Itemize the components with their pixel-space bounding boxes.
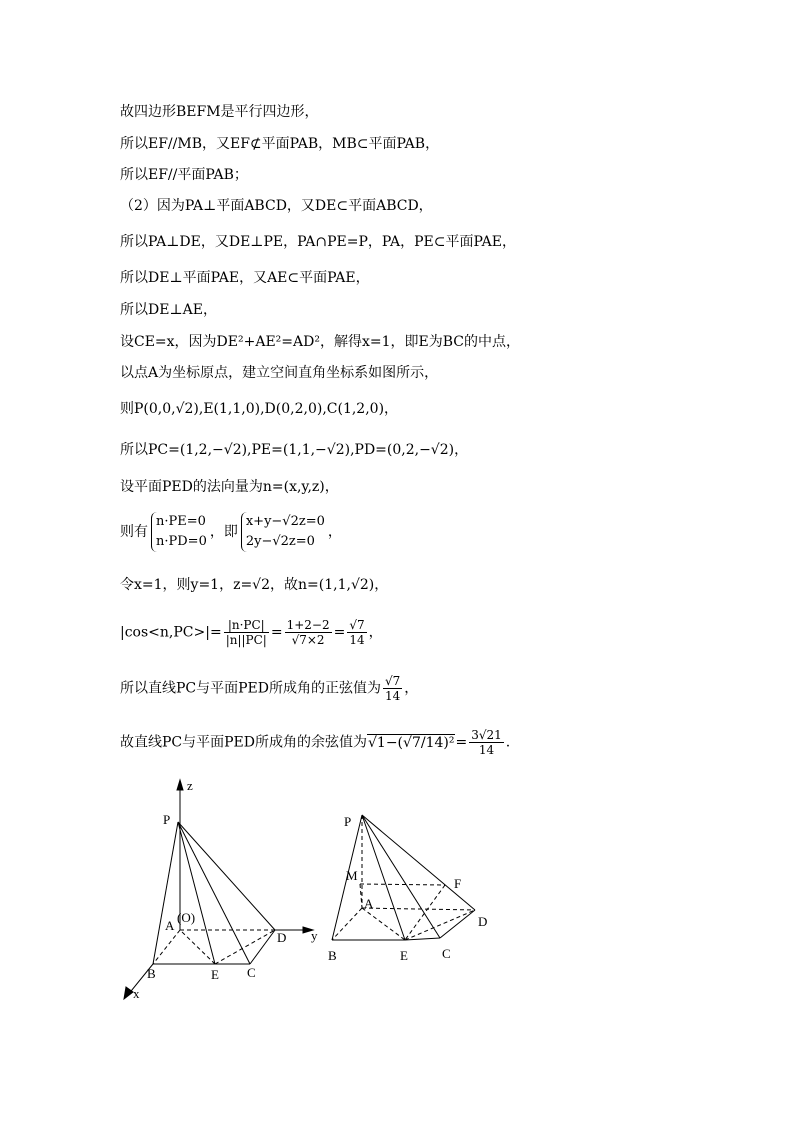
- text-line-3: 所以EF//平面PAB；: [120, 167, 248, 183]
- fraction-2: [285, 618, 332, 647]
- label-C: C: [247, 965, 256, 980]
- fraction-3-numerator: √7: [349, 618, 365, 632]
- label-B: B: [147, 966, 156, 981]
- figure-pyramid-MF: [320, 800, 510, 970]
- cosine-numerator: 3√21: [471, 728, 502, 742]
- cosine-fraction: [469, 728, 504, 757]
- x-axis-arrow: [124, 987, 133, 999]
- fraction-3-denominator: 14: [349, 633, 365, 647]
- fraction-3: [347, 618, 366, 647]
- cosine-trail: .: [505, 734, 511, 751]
- text-line-15: [120, 618, 383, 647]
- equals-2: =: [333, 624, 346, 641]
- system-2-row-2: 2y−√2z=0: [245, 534, 315, 549]
- sine-denominator: 14: [385, 689, 401, 703]
- label-x: x: [133, 986, 140, 1001]
- sine-fraction: [383, 674, 402, 703]
- text-line-6: 所以DE⊥平面PAE，又AE⊂平面PAE，: [120, 270, 370, 286]
- equals-1: =: [270, 624, 283, 641]
- edge-AE: [362, 908, 405, 940]
- label-B: B: [328, 948, 337, 963]
- text-line-9: 以点A为坐标原点，建立空间直角坐标系如图所示，: [120, 365, 439, 381]
- text-line-1: 故四边形BEFM是平行四边形，: [120, 104, 319, 120]
- sine-numerator: √7: [385, 674, 401, 688]
- figure-coordinate-pyramid: [115, 770, 335, 1010]
- label-E: E: [400, 948, 408, 963]
- lead-text: 则有: [120, 524, 148, 540]
- label-P: P: [344, 814, 352, 829]
- cosine-denominator: 14: [478, 743, 495, 757]
- edge-PB: [153, 822, 178, 964]
- equation-system-2: [241, 512, 325, 552]
- fraction-2-denominator: √7×2: [291, 633, 325, 647]
- fraction-1: [224, 618, 269, 647]
- edge-AD: [362, 908, 475, 910]
- system-1-row-2: n·PD=0: [156, 534, 207, 549]
- system-2-row-1: x+y−√2z=0: [245, 514, 325, 529]
- text-line-14: 令x=1，则y=1，z=√2，故n=(1,1,√2)，: [120, 577, 389, 593]
- label-M: M: [346, 868, 358, 883]
- connector-text: ，即: [209, 524, 238, 540]
- label-z: z: [187, 778, 193, 793]
- label-D: D: [478, 914, 488, 929]
- text-line-17: [120, 728, 510, 757]
- radical-expression: √1−(√7/14)²: [368, 734, 455, 751]
- text-line-7: 所以DE⊥AE，: [120, 302, 217, 318]
- edge-EC: [405, 938, 440, 940]
- label-A: A: [165, 918, 175, 933]
- edge-PE: [362, 815, 405, 940]
- edge-CD: [250, 930, 275, 964]
- cos-lead: |cos<n,PC>|=: [120, 624, 222, 641]
- edge-PD: [362, 815, 475, 910]
- text-line-13: [120, 512, 342, 552]
- segment-MF: [360, 884, 445, 885]
- x-axis-dashed: [153, 930, 180, 964]
- sine-lead: 所以直线PC与平面PED所成角的正弦值为: [120, 680, 381, 697]
- text-line-4: （2）因为PA⊥平面ABCD，又DE⊂平面ABCD，: [120, 198, 433, 214]
- text-line-5: 所以PA⊥DE，又DE⊥PE，PA∩PE=P，PA，PE⊂平面PAE，: [120, 234, 516, 250]
- edge-AE: [180, 930, 215, 964]
- trail-text: ，: [327, 524, 342, 540]
- text-line-8: 设CE=x，因为DE²+AE²=AD²，解得x=1，即E为BC的中点，: [120, 334, 520, 350]
- label-P: P: [163, 812, 171, 827]
- edge-AB: [332, 908, 362, 940]
- sine-trail: ，: [404, 680, 419, 697]
- label-A: A: [364, 896, 374, 911]
- fraction-1-numerator: |n·PC|: [224, 618, 269, 633]
- text-line-12: 设平面PED的法向量为n=(x,y,z)，: [120, 479, 339, 495]
- trail-comma: ，: [368, 624, 383, 641]
- label-F: F: [454, 876, 462, 891]
- edge-PC: [178, 822, 250, 964]
- fraction-1-denominator: |n||PC|: [225, 633, 267, 647]
- text-line-16: [120, 674, 418, 703]
- fraction-2-numerator: 1+2−2: [286, 618, 330, 632]
- text-line-2: 所以EF//MB，又EF⊄平面PAB，MB⊂平面PAB，: [120, 136, 440, 152]
- system-1-row-1: n·PE=0: [156, 514, 206, 529]
- cosine-equals: =: [455, 734, 468, 751]
- edge-CD: [440, 910, 475, 938]
- equation-system-1: [151, 512, 207, 552]
- label-C: C: [442, 946, 451, 961]
- text-line-10: 则P(0,0,√2),E(1,1,0),D(0,2,0),C(1,2,0)，: [120, 401, 399, 417]
- label-E: E: [211, 967, 219, 982]
- edge-PC: [362, 815, 440, 938]
- label-O: (O): [177, 910, 196, 925]
- text-line-11: 所以PC=(1,2,−√2),PE=(1,1,−√2),PD=(0,2,−√2)，: [120, 442, 469, 458]
- edge-ED: [215, 930, 275, 964]
- z-axis-arrow: [177, 780, 183, 790]
- label-y: y: [311, 928, 318, 943]
- label-D: D: [277, 930, 287, 945]
- cosine-lead: 故直线PC与平面PED所成角的余弦值为: [120, 734, 367, 751]
